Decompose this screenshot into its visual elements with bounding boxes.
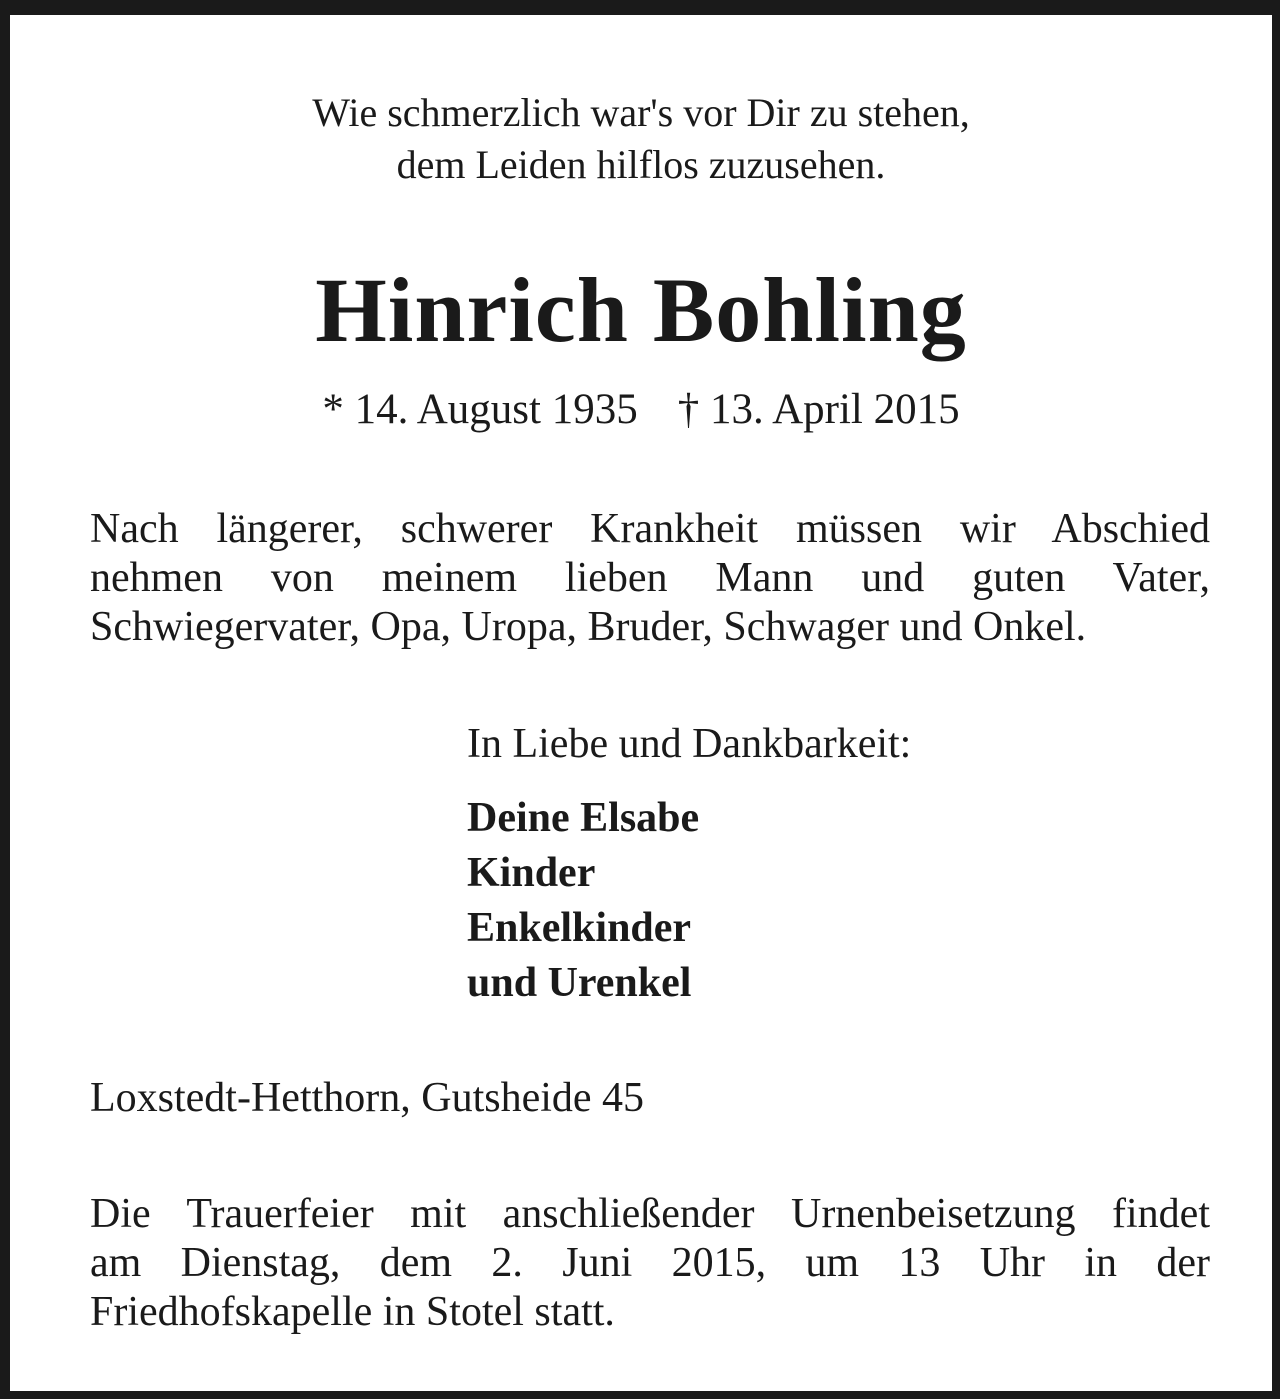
birth-date: * 14. August 1935: [322, 386, 638, 433]
mourner: Kinder: [467, 850, 596, 896]
announcement-line: Nach längerer, schwerer Krankheit müssen wir Abschied: [90, 506, 1210, 552]
signoff: In Liebe und Dankbarkeit:: [467, 721, 912, 767]
announcement-line: Schwiegervater, Opa, Uropa, Bruder, Schwager und Onkel.: [90, 604, 1087, 650]
mourners-list: [467, 791, 699, 1011]
family-address: Loxstedt-Hetthorn, Gutsheide 45: [90, 1075, 645, 1121]
announcement-line: nehmen von meinem lieben Mann und guten Vater,: [90, 555, 1210, 601]
mourner: Enkelkinder: [467, 905, 692, 951]
funeral-line: Die Trauerfeier mit anschließender Urnenbeisetzung findet: [90, 1191, 1210, 1237]
deceased-name: Hinrich Bohling: [315, 259, 967, 361]
mourner: Deine Elsabe: [467, 795, 700, 841]
funeral-line: am Dienstag, dem 2. Juni 2015, um 13 Uhr in der: [90, 1240, 1210, 1286]
life-dates: [10, 383, 1272, 437]
mourner: und Urenkel: [467, 960, 692, 1006]
funeral-info: [90, 1190, 1210, 1337]
funeral-line: Friedhofskapelle in Stotel statt.: [90, 1289, 615, 1335]
motto-verse: [10, 87, 1272, 191]
announcement-text: [90, 505, 1210, 652]
motto-line-2: dem Leiden hilflos zuzusehen.: [396, 142, 886, 187]
motto-line-1: Wie schmerzlich war's vor Dir zu stehen,: [312, 90, 970, 135]
death-date: † 13. April 2015: [677, 386, 960, 433]
